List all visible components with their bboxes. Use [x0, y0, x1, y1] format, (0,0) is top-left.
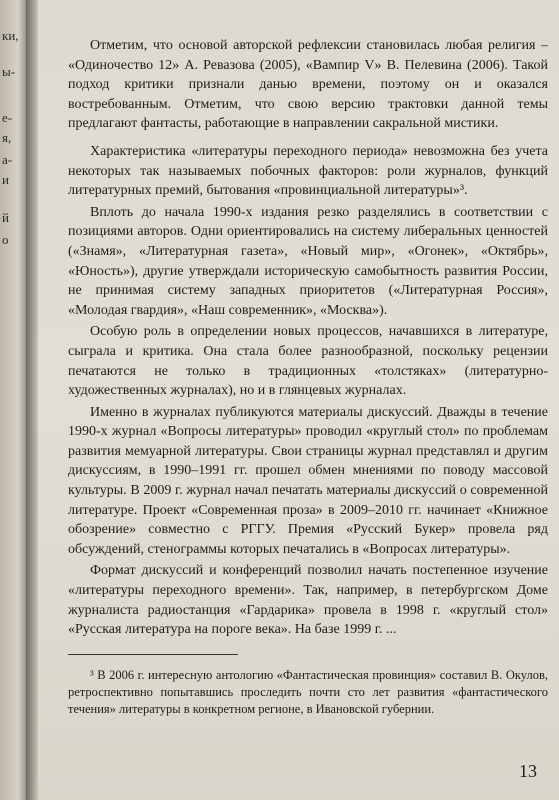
paragraph: Особую роль в определении новых процессов, начавшихся в литературе, сыграла и критика. Она стала более разнообразной, поскольку рецензии печатаются не только в традиционных «толстяках» (литературно-художественных журналах), но и в глянцевых журналах.	[68, 324, 548, 399]
left-page-fragment: а-	[2, 152, 13, 167]
left-page-fragment: ы-	[2, 64, 16, 79]
left-page-fragment: я,	[2, 130, 12, 145]
book-gutter	[26, 0, 38, 800]
paragraph: Именно в журналах публикуются материалы дискуссий. Дважды в течение 1990-х журнал «Вопросы литературы» проводил «круглый стол» по проблемам развития мемуарной литературы. Свои страницы журнал представлял и другим дискуссиям, в 1990–1991 гг. прошел обмен мнениями по поводу массовой культуры. В 2009 г. журнал начал печатать материалы дискуссий о современной литературе. Проект «Современная проза» в 2009–2010 гг. начинает «Книжное обозрение» совместно с РГГУ. Премия «Русский Букер» провела ряд обсуждений, стенограммы которых печатались в «Вопросах литературы».	[68, 404, 548, 557]
paragraph: Характеристика «литературы переходного периода» невозможна без учета некоторых так называемых побочных факторов: роли журналов, функций литературных премий, бытования «провинциальной литературы»³.	[68, 143, 548, 199]
paragraph: Формат дискуссий и конференций позволил начать постепенное изучение «литературы переходного времени». Так, например, в петербургском Доме журналиста радиостанция «Гардарика» провела в 1998 г. «круглый стол» «Русская литература на пороге века». На базе 1999 г. ...	[68, 563, 548, 638]
page-content	[68, 36, 548, 731]
page-number: 13	[519, 761, 537, 781]
left-page-fragment: о	[2, 232, 9, 247]
left-page-fragment: и	[2, 172, 9, 187]
left-page-fragment: е-	[2, 110, 13, 125]
book-page	[38, 0, 559, 800]
paragraph: Вплоть до начала 1990-х издания резко разделялись в соответствии с позициями авторов. Одни ориентировались на систему либеральных ценностей («Знамя», «Литературная газета», «Новый мир», «Огонек», «Октябрь», «Юность»), другие утверждали историческую самобытность развития России, не принимая систему западных приоритетов («Литературная Россия», «Молодая гвардия», «Наш современник», «Москва»).	[68, 204, 548, 318]
footnote-divider	[68, 654, 238, 655]
left-page-fragment: й	[2, 210, 9, 225]
left-page-edge	[0, 0, 26, 800]
left-page-fragment: ки,	[2, 28, 19, 43]
footnote: ³ В 2006 г. интересную антологию «Фантастическая провинция» составил В. Окулов, ретроспективно попытавшись проследить почти сто лет развития «фантастического течения» литературы в конкретном регионе, в Ивановской губернии.	[68, 668, 548, 717]
paragraph: Отметим, что основой авторской рефлексии становилась любая религия – «Одиночество 12» А. Ревазова (2005), «Вампир V» В. Пелевина (2006). Такой подход критики признали данью времени, поэтому он и оказался востребованным. Отметим, что свою версию трактовки данной темы предлагают фантасты, работающие в направлении сакральной мистики.	[68, 38, 548, 132]
